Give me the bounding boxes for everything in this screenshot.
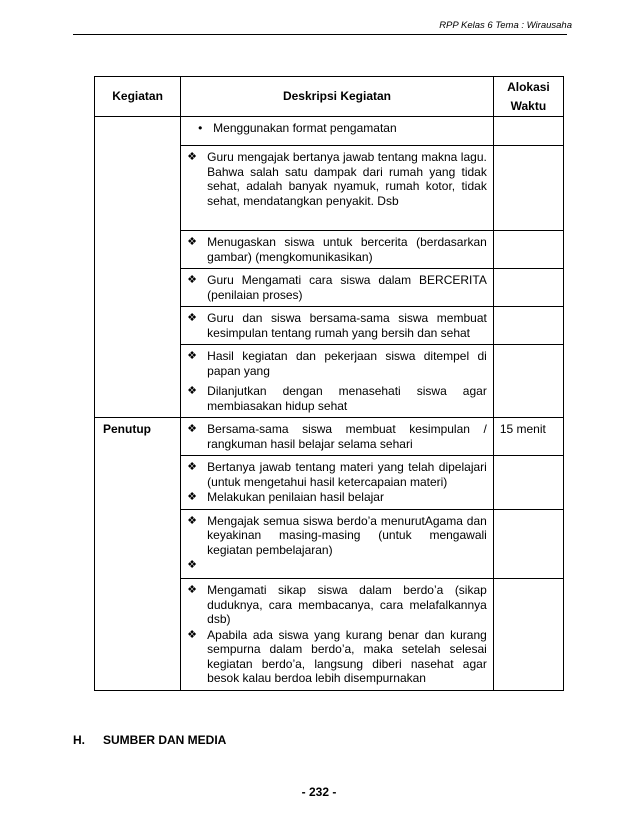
kegiatan-cell — [95, 509, 181, 579]
table-row — [95, 509, 564, 579]
table-row — [95, 418, 564, 456]
diamond-bullet-icon: ❖ — [187, 312, 198, 324]
running-header: RPP Kelas 6 Tema : Wirausaha — [439, 20, 572, 31]
diamond-bullet-icon: ❖ — [187, 274, 198, 286]
col-header-kegiatan: Kegiatan — [95, 77, 181, 117]
col-header-deskripsi: Deskripsi Kegiatan — [181, 77, 494, 117]
desc-cell: ❖ Guru dan siswa bersama-sama siswa membuat kesimpulan tentang rumah yang bersih dan sehat — [181, 307, 494, 345]
diamond-bullet-icon: ❖ — [187, 584, 198, 596]
diamond-bullet-icon: ❖ — [187, 151, 198, 163]
diamond-bullet-icon: ❖ — [187, 514, 198, 527]
waktu-cell — [493, 307, 563, 345]
desc-cell: ❖ Mengamati sikap siswa dalam berdo’a (sikap duduknya, cara membacanya, cara melafalkannya dsb) ❖ Apabila ada siswa yang kurang benar dan kurang sempurna dalam berdo’a, maka setelah selesai kegiatan berdo’a, langsung diberi nasehat agar besok kalau berdoa lebih disempurnakan — [181, 579, 494, 691]
section-label: H. — [73, 733, 85, 747]
desc-cell: ❖ Guru mengajak bertanya jawab tentang makna lagu. Bahwa salah satu dampak dari rumah yang tidak sehat, adalah banyak nyamuk, rumah kotor, tidak sehat, mendatangkan penyakit. Dsb — [181, 146, 494, 231]
desc-cell: ❖ Mengajak semua siswa berdo’a menurutAgama dan keyakinan masing-masing (untuk mengawali kegiatan pembelajaran) ❖ — [181, 509, 494, 579]
table-row — [95, 231, 564, 269]
waktu-cell — [493, 456, 563, 510]
table-header-row — [95, 77, 564, 117]
diamond-bullet-icon: ❖ — [187, 423, 198, 435]
diamond-bullet-icon: ❖ — [187, 350, 198, 362]
waktu-cell — [493, 579, 563, 691]
table-row — [95, 307, 564, 345]
waktu-cell — [493, 509, 563, 579]
diamond-bullet-icon: ❖ — [187, 491, 198, 503]
kegiatan-cell — [95, 269, 181, 307]
desc-cell: ❖ Menugaskan siswa untuk bercerita (berdasarkan gambar) (mengkomunikasikan) — [181, 231, 494, 269]
diamond-bullet-icon: ❖ — [187, 559, 198, 571]
waktu-cell — [493, 231, 563, 269]
alokasi-label: Alokasi Waktu — [507, 79, 550, 113]
table-row — [95, 345, 564, 418]
kegiatan-cell — [95, 307, 181, 345]
diamond-bullet-icon: ❖ — [187, 628, 198, 641]
page-number: - 232 - — [301, 785, 337, 799]
kegiatan-cell — [95, 345, 181, 418]
waktu-cell: 15 menit — [493, 418, 563, 456]
col-header-alokasi — [493, 77, 563, 117]
table-row — [95, 146, 564, 231]
diamond-bullet-icon: ❖ — [187, 461, 198, 473]
diamond-bullet-icon: ❖ — [187, 385, 198, 397]
round-bullet-icon: • — [198, 121, 203, 135]
kegiatan-cell — [95, 579, 181, 691]
waktu-cell — [493, 117, 563, 146]
desc-cell: • Menggunakan format pengamatan — [181, 117, 494, 146]
desc-cell: ❖ Hasil kegiatan dan pekerjaan siswa ditempel di papan yang ❖ Dilanjutkan dengan menasehati siswa agar membiasakan hidup sehat — [181, 345, 494, 418]
section-heading — [73, 733, 226, 747]
kegiatan-cell — [95, 146, 181, 231]
waktu-cell — [493, 146, 563, 231]
header-rule — [73, 34, 567, 35]
desc-cell: ❖ Guru Mengamati cara siswa dalam BERCERITA (penilaian proses) — [181, 269, 494, 307]
table-row — [95, 117, 564, 146]
activity-table — [94, 76, 564, 691]
kegiatan-cell — [95, 456, 181, 510]
desc-cell: ❖ Bertanya jawab tentang materi yang telah dipelajari (untuk mengetahui hasil ketercapaian materi) ❖ Melakukan penilaian hasil belajar — [181, 456, 494, 510]
kegiatan-cell — [95, 231, 181, 269]
diamond-bullet-icon: ❖ — [187, 236, 198, 248]
desc-cell: ❖ Bersama-sama siswa membuat kesimpulan / rangkuman hasil belajar selama sehari — [181, 418, 494, 456]
kegiatan-cell — [95, 117, 181, 146]
table-row — [95, 579, 564, 691]
waktu-cell — [493, 345, 563, 418]
waktu-cell — [493, 269, 563, 307]
kegiatan-cell-penutup: Penutup — [95, 418, 181, 456]
table-row — [95, 456, 564, 510]
section-title: SUMBER DAN MEDIA — [103, 733, 227, 747]
table-row — [95, 269, 564, 307]
